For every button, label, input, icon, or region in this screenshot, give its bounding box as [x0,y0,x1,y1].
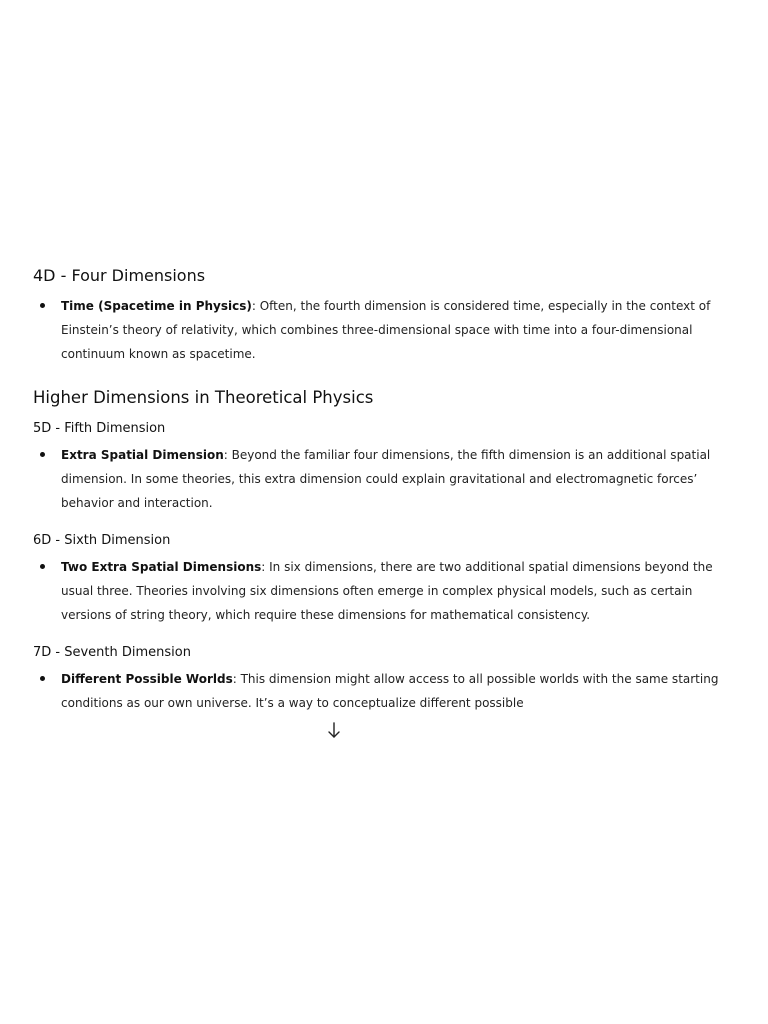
term-label: Two Extra Spatial Dimensions [61,560,262,574]
subsection-heading-6d: 6D - Sixth Dimension [33,533,171,548]
list-item [33,667,733,715]
term-label: Different Possible Worlds [61,672,233,686]
bullet-list-6d [33,555,733,627]
list-item [33,294,733,366]
scroll-down-button[interactable] [326,720,342,742]
subsection-heading-5d: 5D - Fifth Dimension [33,421,166,436]
section-heading-higher-dimensions: Higher Dimensions in Theoretical Physics [33,388,374,407]
term-label: Extra Spatial Dimension [61,448,224,462]
item-description: : Often, the fourth dimension is considered time, especially in the context of Einstein’s theory of relativity, which combines three-dimensional space with time into a four-dimensional continuum known as spacetime. [61,299,711,361]
bullet-list-7d [33,667,733,715]
item-description: : In six dimensions, there are two additional spatial dimensions beyond the usual three. Theories involving six dimensions often emerge in complex physical models, such as certain versions of string theory, which require these dimensions for mathematical consistency. [61,560,713,622]
subsection-heading-7d: 7D - Seventh Dimension [33,645,191,660]
item-description: : Beyond the familiar four dimensions, the fifth dimension is an additional spatial dimension. In some theories, this extra dimension could explain gravitational and electromagnetic forces’ behavior and interaction. [61,448,711,510]
article-content [33,262,733,715]
list-item [33,555,733,627]
item-description: : This dimension might allow access to all possible worlds with the same starting conditions as our own universe. It’s a way to conceptualize different possible [61,672,719,710]
list-item [33,443,733,515]
arrow-down-icon [326,720,342,742]
bullet-list-5d [33,443,733,515]
bullet-list-4d [33,294,733,366]
term-label: Time (Spacetime in Physics) [61,299,252,313]
section-heading-4d: 4D - Four Dimensions [33,266,206,285]
